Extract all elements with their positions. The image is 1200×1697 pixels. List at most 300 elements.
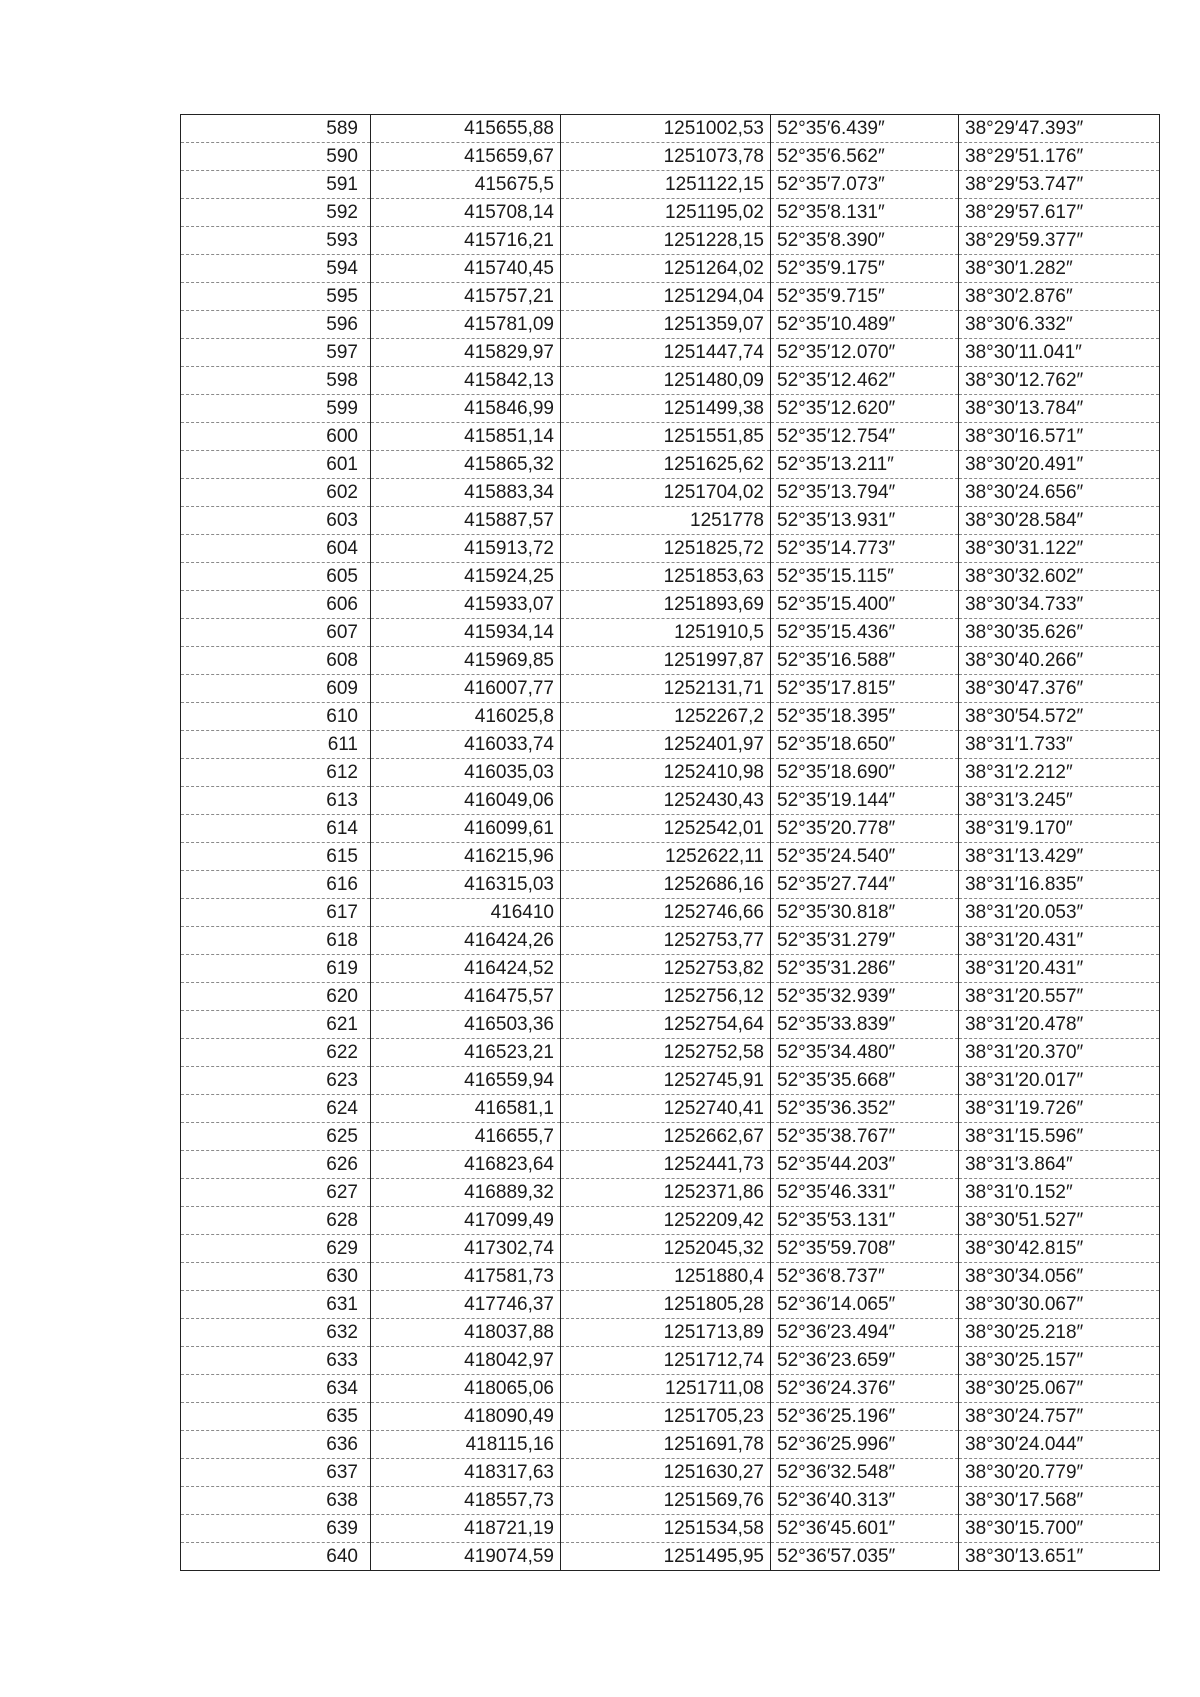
x-coordinate-cell: 415913,72 [371,535,561,563]
latitude-cell: 52°35′12.462″ [771,367,959,395]
y-coordinate-cell: 1251495,95 [561,1543,771,1571]
y-coordinate-cell: 1252441,73 [561,1151,771,1179]
longitude-cell: 38°31′0.152″ [959,1179,1160,1207]
x-coordinate-cell: 415757,21 [371,283,561,311]
x-coordinate-cell: 416033,74 [371,731,561,759]
latitude-cell: 52°35′20.778″ [771,815,959,843]
y-coordinate-cell: 1251447,74 [561,339,771,367]
table-row [181,1123,1160,1151]
x-coordinate-cell: 416523,21 [371,1039,561,1067]
latitude-cell: 52°35′18.650″ [771,731,959,759]
latitude-cell: 52°35′34.480″ [771,1039,959,1067]
latitude-cell: 52°35′9.715″ [771,283,959,311]
x-coordinate-cell: 417099,49 [371,1207,561,1235]
x-coordinate-cell: 415846,99 [371,395,561,423]
latitude-cell: 52°35′18.395″ [771,703,959,731]
y-coordinate-cell: 1251359,07 [561,311,771,339]
point-number-cell: 631 [181,1291,371,1319]
y-coordinate-cell: 1252753,77 [561,927,771,955]
x-coordinate-cell: 418721,19 [371,1515,561,1543]
x-coordinate-cell: 415865,32 [371,451,561,479]
point-number-cell: 623 [181,1067,371,1095]
longitude-cell: 38°30′25.218″ [959,1319,1160,1347]
table-row [181,535,1160,563]
table-row [181,619,1160,647]
table-row [181,955,1160,983]
x-coordinate-cell: 416581,1 [371,1095,561,1123]
point-number-cell: 612 [181,759,371,787]
point-number-cell: 593 [181,227,371,255]
table-row [181,143,1160,171]
longitude-cell: 38°30′25.067″ [959,1375,1160,1403]
point-number-cell: 598 [181,367,371,395]
point-number-cell: 627 [181,1179,371,1207]
table-row [181,1291,1160,1319]
longitude-cell: 38°31′20.431″ [959,955,1160,983]
latitude-cell: 52°35′44.203″ [771,1151,959,1179]
x-coordinate-cell: 417581,73 [371,1263,561,1291]
x-coordinate-cell: 415887,57 [371,507,561,535]
longitude-cell: 38°30′47.376″ [959,675,1160,703]
table-row [181,451,1160,479]
point-number-cell: 603 [181,507,371,535]
table-row [181,339,1160,367]
x-coordinate-cell: 416215,96 [371,843,561,871]
longitude-cell: 38°30′20.491″ [959,451,1160,479]
latitude-cell: 52°35′53.131″ [771,1207,959,1235]
y-coordinate-cell: 1251805,28 [561,1291,771,1319]
longitude-cell: 38°30′32.602″ [959,563,1160,591]
latitude-cell: 52°36′8.737″ [771,1263,959,1291]
table-row [181,647,1160,675]
table-row [181,1459,1160,1487]
latitude-cell: 52°35′13.794″ [771,479,959,507]
point-number-cell: 597 [181,339,371,367]
y-coordinate-cell: 1251691,78 [561,1431,771,1459]
y-coordinate-cell: 1251002,53 [561,115,771,143]
x-coordinate-cell: 417302,74 [371,1235,561,1263]
latitude-cell: 52°35′7.073″ [771,171,959,199]
x-coordinate-cell: 416049,06 [371,787,561,815]
longitude-cell: 38°31′15.596″ [959,1123,1160,1151]
latitude-cell: 52°35′15.115″ [771,563,959,591]
longitude-cell: 38°30′24.044″ [959,1431,1160,1459]
point-number-cell: 614 [181,815,371,843]
y-coordinate-cell: 1251712,74 [561,1347,771,1375]
point-number-cell: 610 [181,703,371,731]
y-coordinate-cell: 1251893,69 [561,591,771,619]
point-number-cell: 618 [181,927,371,955]
x-coordinate-cell: 416424,26 [371,927,561,955]
latitude-cell: 52°35′32.939″ [771,983,959,1011]
point-number-cell: 599 [181,395,371,423]
point-number-cell: 589 [181,115,371,143]
y-coordinate-cell: 1251551,85 [561,423,771,451]
y-coordinate-cell: 1251997,87 [561,647,771,675]
x-coordinate-cell: 418115,16 [371,1431,561,1459]
latitude-cell: 52°35′31.279″ [771,927,959,955]
latitude-cell: 52°36′23.659″ [771,1347,959,1375]
point-number-cell: 628 [181,1207,371,1235]
longitude-cell: 38°31′20.017″ [959,1067,1160,1095]
longitude-cell: 38°30′12.762″ [959,367,1160,395]
table-row [181,787,1160,815]
longitude-cell: 38°29′59.377″ [959,227,1160,255]
table-row [181,871,1160,899]
x-coordinate-cell: 415934,14 [371,619,561,647]
x-coordinate-cell: 418042,97 [371,1347,561,1375]
latitude-cell: 52°36′45.601″ [771,1515,959,1543]
point-number-cell: 640 [181,1543,371,1571]
longitude-cell: 38°29′53.747″ [959,171,1160,199]
longitude-cell: 38°30′54.572″ [959,703,1160,731]
y-coordinate-cell: 1251073,78 [561,143,771,171]
table-row [181,1067,1160,1095]
point-number-cell: 613 [181,787,371,815]
table-row [181,367,1160,395]
latitude-cell: 52°36′25.996″ [771,1431,959,1459]
latitude-cell: 52°35′15.400″ [771,591,959,619]
longitude-cell: 38°30′6.332″ [959,311,1160,339]
point-number-cell: 591 [181,171,371,199]
table-row [181,1235,1160,1263]
table-row [181,563,1160,591]
table-row [181,115,1160,143]
y-coordinate-cell: 1252753,82 [561,955,771,983]
latitude-cell: 52°36′25.196″ [771,1403,959,1431]
x-coordinate-cell: 418090,49 [371,1403,561,1431]
x-coordinate-cell: 415933,07 [371,591,561,619]
y-coordinate-cell: 1252542,01 [561,815,771,843]
table-row [181,675,1160,703]
point-number-cell: 600 [181,423,371,451]
point-number-cell: 607 [181,619,371,647]
y-coordinate-cell: 1251264,02 [561,255,771,283]
latitude-cell: 52°36′32.548″ [771,1459,959,1487]
longitude-cell: 38°31′20.478″ [959,1011,1160,1039]
point-number-cell: 605 [181,563,371,591]
longitude-cell: 38°31′19.726″ [959,1095,1160,1123]
longitude-cell: 38°31′13.429″ [959,843,1160,871]
y-coordinate-cell: 1252754,64 [561,1011,771,1039]
longitude-cell: 38°30′1.282″ [959,255,1160,283]
latitude-cell: 52°35′16.588″ [771,647,959,675]
y-coordinate-cell: 1251705,23 [561,1403,771,1431]
point-number-cell: 636 [181,1431,371,1459]
latitude-cell: 52°35′38.767″ [771,1123,959,1151]
point-number-cell: 611 [181,731,371,759]
latitude-cell: 52°35′12.070″ [771,339,959,367]
point-number-cell: 639 [181,1515,371,1543]
y-coordinate-cell: 1251499,38 [561,395,771,423]
x-coordinate-cell: 416035,03 [371,759,561,787]
point-number-cell: 615 [181,843,371,871]
point-number-cell: 624 [181,1095,371,1123]
table-row [181,815,1160,843]
latitude-cell: 52°35′15.436″ [771,619,959,647]
x-coordinate-cell: 415740,45 [371,255,561,283]
table-row [181,423,1160,451]
table-row [181,1515,1160,1543]
point-number-cell: 626 [181,1151,371,1179]
latitude-cell: 52°35′36.352″ [771,1095,959,1123]
x-coordinate-cell: 415924,25 [371,563,561,591]
longitude-cell: 38°30′15.700″ [959,1515,1160,1543]
point-number-cell: 622 [181,1039,371,1067]
x-coordinate-cell: 418065,06 [371,1375,561,1403]
point-number-cell: 595 [181,283,371,311]
x-coordinate-cell: 416025,8 [371,703,561,731]
latitude-cell: 52°35′13.931″ [771,507,959,535]
longitude-cell: 38°31′3.245″ [959,787,1160,815]
table-row [181,227,1160,255]
y-coordinate-cell: 1251778 [561,507,771,535]
table-row [181,171,1160,199]
y-coordinate-cell: 1251569,76 [561,1487,771,1515]
latitude-cell: 52°35′46.331″ [771,1179,959,1207]
x-coordinate-cell: 416424,52 [371,955,561,983]
x-coordinate-cell: 415659,67 [371,143,561,171]
latitude-cell: 52°35′18.690″ [771,759,959,787]
y-coordinate-cell: 1252267,2 [561,703,771,731]
table-row [181,927,1160,955]
y-coordinate-cell: 1251534,58 [561,1515,771,1543]
table-row [181,1151,1160,1179]
longitude-cell: 38°30′35.626″ [959,619,1160,647]
longitude-cell: 38°30′13.651″ [959,1543,1160,1571]
latitude-cell: 52°35′12.754″ [771,423,959,451]
longitude-cell: 38°30′20.779″ [959,1459,1160,1487]
point-number-cell: 630 [181,1263,371,1291]
table-row [181,1039,1160,1067]
x-coordinate-cell: 415851,14 [371,423,561,451]
x-coordinate-cell: 415883,34 [371,479,561,507]
longitude-cell: 38°31′20.053″ [959,899,1160,927]
latitude-cell: 52°35′19.144″ [771,787,959,815]
table-row [181,199,1160,227]
latitude-cell: 52°35′27.744″ [771,871,959,899]
longitude-cell: 38°31′9.170″ [959,815,1160,843]
y-coordinate-cell: 1252752,58 [561,1039,771,1067]
x-coordinate-cell: 416503,36 [371,1011,561,1039]
longitude-cell: 38°30′2.876″ [959,283,1160,311]
longitude-cell: 38°31′20.431″ [959,927,1160,955]
longitude-cell: 38°30′51.527″ [959,1207,1160,1235]
table-row [181,479,1160,507]
y-coordinate-cell: 1251294,04 [561,283,771,311]
table-row [181,1207,1160,1235]
table-row [181,1179,1160,1207]
table-row [181,395,1160,423]
point-number-cell: 608 [181,647,371,675]
table-row [181,1263,1160,1291]
table-row [181,255,1160,283]
latitude-cell: 52°35′9.175″ [771,255,959,283]
table-row [181,1011,1160,1039]
x-coordinate-cell: 415675,5 [371,171,561,199]
latitude-cell: 52°35′10.489″ [771,311,959,339]
coordinates-table [180,114,1160,1571]
y-coordinate-cell: 1252745,91 [561,1067,771,1095]
y-coordinate-cell: 1252662,67 [561,1123,771,1151]
y-coordinate-cell: 1251711,08 [561,1375,771,1403]
y-coordinate-cell: 1252131,71 [561,675,771,703]
table-row [181,1431,1160,1459]
y-coordinate-cell: 1251228,15 [561,227,771,255]
x-coordinate-cell: 415829,97 [371,339,561,367]
point-number-cell: 637 [181,1459,371,1487]
longitude-cell: 38°30′25.157″ [959,1347,1160,1375]
y-coordinate-cell: 1252209,42 [561,1207,771,1235]
longitude-cell: 38°30′30.067″ [959,1291,1160,1319]
latitude-cell: 52°36′40.313″ [771,1487,959,1515]
point-number-cell: 592 [181,199,371,227]
latitude-cell: 52°35′30.818″ [771,899,959,927]
y-coordinate-cell: 1252045,32 [561,1235,771,1263]
longitude-cell: 38°31′16.835″ [959,871,1160,899]
point-number-cell: 635 [181,1403,371,1431]
latitude-cell: 52°35′13.211″ [771,451,959,479]
y-coordinate-cell: 1251704,02 [561,479,771,507]
longitude-cell: 38°30′24.656″ [959,479,1160,507]
point-number-cell: 633 [181,1347,371,1375]
longitude-cell: 38°30′31.122″ [959,535,1160,563]
table-row [181,759,1160,787]
y-coordinate-cell: 1252756,12 [561,983,771,1011]
table-row [181,283,1160,311]
latitude-cell: 52°35′24.540″ [771,843,959,871]
table-row [181,1543,1160,1571]
latitude-cell: 52°35′35.668″ [771,1067,959,1095]
latitude-cell: 52°35′14.773″ [771,535,959,563]
longitude-cell: 38°30′28.584″ [959,507,1160,535]
y-coordinate-cell: 1252622,11 [561,843,771,871]
x-coordinate-cell: 416475,57 [371,983,561,1011]
longitude-cell: 38°29′51.176″ [959,143,1160,171]
point-number-cell: 638 [181,1487,371,1515]
table-row [181,703,1160,731]
longitude-cell: 38°30′16.571″ [959,423,1160,451]
longitude-cell: 38°31′20.557″ [959,983,1160,1011]
latitude-cell: 52°35′8.131″ [771,199,959,227]
x-coordinate-cell: 416559,94 [371,1067,561,1095]
x-coordinate-cell: 415655,88 [371,115,561,143]
x-coordinate-cell: 418037,88 [371,1319,561,1347]
table-row [181,1487,1160,1515]
longitude-cell: 38°30′17.568″ [959,1487,1160,1515]
x-coordinate-cell: 418317,63 [371,1459,561,1487]
table-row [181,843,1160,871]
table-row [181,1375,1160,1403]
table-row [181,311,1160,339]
y-coordinate-cell: 1251480,09 [561,367,771,395]
latitude-cell: 52°36′14.065″ [771,1291,959,1319]
latitude-cell: 52°36′57.035″ [771,1543,959,1571]
longitude-cell: 38°31′3.864″ [959,1151,1160,1179]
longitude-cell: 38°31′20.370″ [959,1039,1160,1067]
longitude-cell: 38°30′42.815″ [959,1235,1160,1263]
table-row [181,507,1160,535]
table-row [181,591,1160,619]
x-coordinate-cell: 415708,14 [371,199,561,227]
y-coordinate-cell: 1252371,86 [561,1179,771,1207]
table-row [181,983,1160,1011]
y-coordinate-cell: 1251910,5 [561,619,771,647]
x-coordinate-cell: 416099,61 [371,815,561,843]
point-number-cell: 620 [181,983,371,1011]
x-coordinate-cell: 415716,21 [371,227,561,255]
table-body [181,115,1160,1571]
table-row [181,899,1160,927]
point-number-cell: 606 [181,591,371,619]
point-number-cell: 632 [181,1319,371,1347]
x-coordinate-cell: 418557,73 [371,1487,561,1515]
table-row [181,731,1160,759]
y-coordinate-cell: 1251122,15 [561,171,771,199]
y-coordinate-cell: 1251630,27 [561,1459,771,1487]
point-number-cell: 617 [181,899,371,927]
latitude-cell: 52°35′12.620″ [771,395,959,423]
point-number-cell: 594 [181,255,371,283]
point-number-cell: 625 [181,1123,371,1151]
x-coordinate-cell: 419074,59 [371,1543,561,1571]
point-number-cell: 621 [181,1011,371,1039]
latitude-cell: 52°35′59.708″ [771,1235,959,1263]
y-coordinate-cell: 1252401,97 [561,731,771,759]
x-coordinate-cell: 416889,32 [371,1179,561,1207]
longitude-cell: 38°30′11.041″ [959,339,1160,367]
longitude-cell: 38°30′40.266″ [959,647,1160,675]
y-coordinate-cell: 1251853,63 [561,563,771,591]
y-coordinate-cell: 1252410,98 [561,759,771,787]
latitude-cell: 52°35′33.839″ [771,1011,959,1039]
latitude-cell: 52°35′6.562″ [771,143,959,171]
point-number-cell: 619 [181,955,371,983]
y-coordinate-cell: 1251625,62 [561,451,771,479]
table-row [181,1095,1160,1123]
latitude-cell: 52°35′8.390″ [771,227,959,255]
point-number-cell: 609 [181,675,371,703]
latitude-cell: 52°35′6.439″ [771,115,959,143]
latitude-cell: 52°36′24.376″ [771,1375,959,1403]
latitude-cell: 52°35′31.286″ [771,955,959,983]
y-coordinate-cell: 1252746,66 [561,899,771,927]
point-number-cell: 590 [181,143,371,171]
longitude-cell: 38°29′57.617″ [959,199,1160,227]
y-coordinate-cell: 1251713,89 [561,1319,771,1347]
x-coordinate-cell: 416315,03 [371,871,561,899]
table-row [181,1403,1160,1431]
x-coordinate-cell: 415969,85 [371,647,561,675]
table-row [181,1319,1160,1347]
point-number-cell: 629 [181,1235,371,1263]
table-row [181,1347,1160,1375]
latitude-cell: 52°35′17.815″ [771,675,959,703]
longitude-cell: 38°29′47.393″ [959,115,1160,143]
point-number-cell: 596 [181,311,371,339]
longitude-cell: 38°30′24.757″ [959,1403,1160,1431]
y-coordinate-cell: 1251825,72 [561,535,771,563]
y-coordinate-cell: 1252430,43 [561,787,771,815]
y-coordinate-cell: 1251195,02 [561,199,771,227]
longitude-cell: 38°31′1.733″ [959,731,1160,759]
point-number-cell: 604 [181,535,371,563]
y-coordinate-cell: 1252686,16 [561,871,771,899]
longitude-cell: 38°31′2.212″ [959,759,1160,787]
x-coordinate-cell: 415842,13 [371,367,561,395]
x-coordinate-cell: 416410 [371,899,561,927]
y-coordinate-cell: 1251880,4 [561,1263,771,1291]
